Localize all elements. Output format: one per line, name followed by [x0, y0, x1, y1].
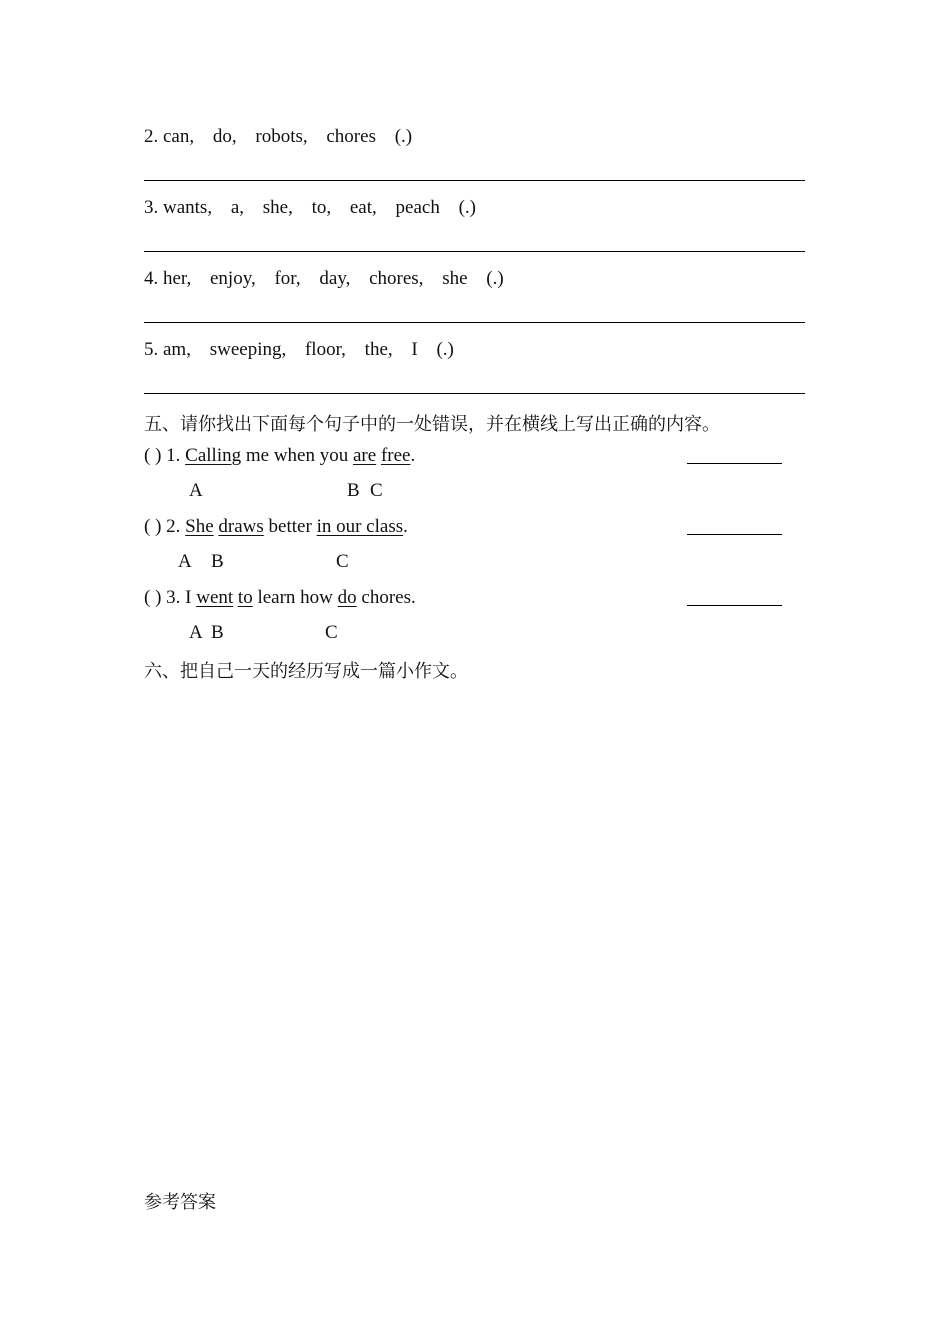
- word: am,: [163, 339, 191, 360]
- sentence-text: .: [403, 516, 408, 537]
- word: (.): [486, 268, 504, 289]
- item-number: 2.: [144, 126, 159, 147]
- section-5-heading: 五、请你找出下面每个句子中的一处错误，并在横线上写出正确的内容。: [144, 414, 720, 435]
- option-c-text: free: [380, 445, 411, 466]
- reorder-item-5: [144, 339, 454, 361]
- option-label-c: C: [336, 551, 349, 572]
- option-c-text: in our class: [316, 516, 404, 537]
- item-number: 3.: [144, 197, 159, 218]
- answer-line[interactable]: [144, 322, 805, 323]
- word: robots,: [255, 126, 308, 147]
- word: sweeping,: [209, 339, 287, 360]
- word: wants,: [163, 197, 213, 218]
- item-number: 5.: [144, 339, 159, 360]
- word: for,: [274, 268, 301, 289]
- reorder-item-4: [144, 268, 504, 290]
- error-item-2: [144, 516, 408, 538]
- word: her,: [163, 268, 192, 289]
- word: peach: [395, 197, 440, 218]
- word: to,: [311, 197, 332, 218]
- word: I: [411, 339, 418, 360]
- option-b-text: are: [352, 445, 377, 466]
- sentence-text: better: [263, 516, 317, 537]
- option-label-a: A: [178, 551, 192, 572]
- answer-paren[interactable]: ( ): [144, 516, 162, 537]
- answer-line[interactable]: [144, 180, 805, 181]
- sentence-text: chores.: [356, 587, 416, 608]
- option-c-text: do: [337, 587, 357, 608]
- word: she,: [262, 197, 293, 218]
- word: enjoy,: [210, 268, 256, 289]
- word: she: [442, 268, 468, 289]
- answer-line[interactable]: [144, 251, 805, 252]
- word: (.): [458, 197, 476, 218]
- option-label-a: A: [189, 480, 203, 501]
- answer-paren[interactable]: ( ): [144, 445, 162, 466]
- reorder-item-3: [144, 197, 476, 219]
- option-b-text: to: [237, 587, 253, 608]
- word: chores: [326, 126, 376, 147]
- sentence-text: .: [410, 445, 416, 466]
- word: the,: [364, 339, 393, 360]
- option-label-b: B: [211, 551, 224, 572]
- answer-line[interactable]: [144, 393, 805, 394]
- option-label-a: A: [189, 622, 203, 643]
- option-a-text: went: [196, 587, 234, 608]
- word: floor,: [304, 339, 346, 360]
- option-b-text: draws: [218, 516, 264, 537]
- word: a,: [230, 197, 245, 218]
- word: (.): [436, 339, 454, 360]
- item-number: 1.: [166, 445, 181, 466]
- option-label-c: C: [370, 480, 383, 501]
- option-label-c: C: [325, 622, 338, 643]
- option-a-text: She: [185, 516, 214, 537]
- correction-line[interactable]: [687, 534, 782, 535]
- sentence-text: me when you: [241, 445, 353, 466]
- word: (.): [394, 126, 413, 147]
- error-item-1: [144, 445, 415, 467]
- item-number: 4.: [144, 268, 159, 289]
- answer-key-title: 参考答案: [144, 1192, 216, 1213]
- correction-line[interactable]: [687, 605, 782, 606]
- sentence-text: learn how: [252, 587, 338, 608]
- reorder-item-2: [144, 126, 412, 148]
- section-6-heading: 六、把自己一天的经历写成一篇小作文。: [144, 661, 468, 682]
- item-number: 3.: [166, 587, 181, 608]
- word: can,: [163, 126, 195, 147]
- correction-line[interactable]: [687, 463, 782, 464]
- word: day,: [319, 268, 351, 289]
- option-label-b: B: [211, 622, 224, 643]
- word: do,: [212, 126, 237, 147]
- option-a-text: Calling: [185, 445, 242, 466]
- error-item-3: [144, 587, 416, 609]
- answer-paren[interactable]: ( ): [144, 587, 162, 608]
- sentence-text: I: [185, 587, 197, 608]
- option-label-b: B: [347, 480, 360, 501]
- word: eat,: [349, 197, 377, 218]
- word: chores,: [369, 268, 424, 289]
- item-number: 2.: [166, 516, 181, 537]
